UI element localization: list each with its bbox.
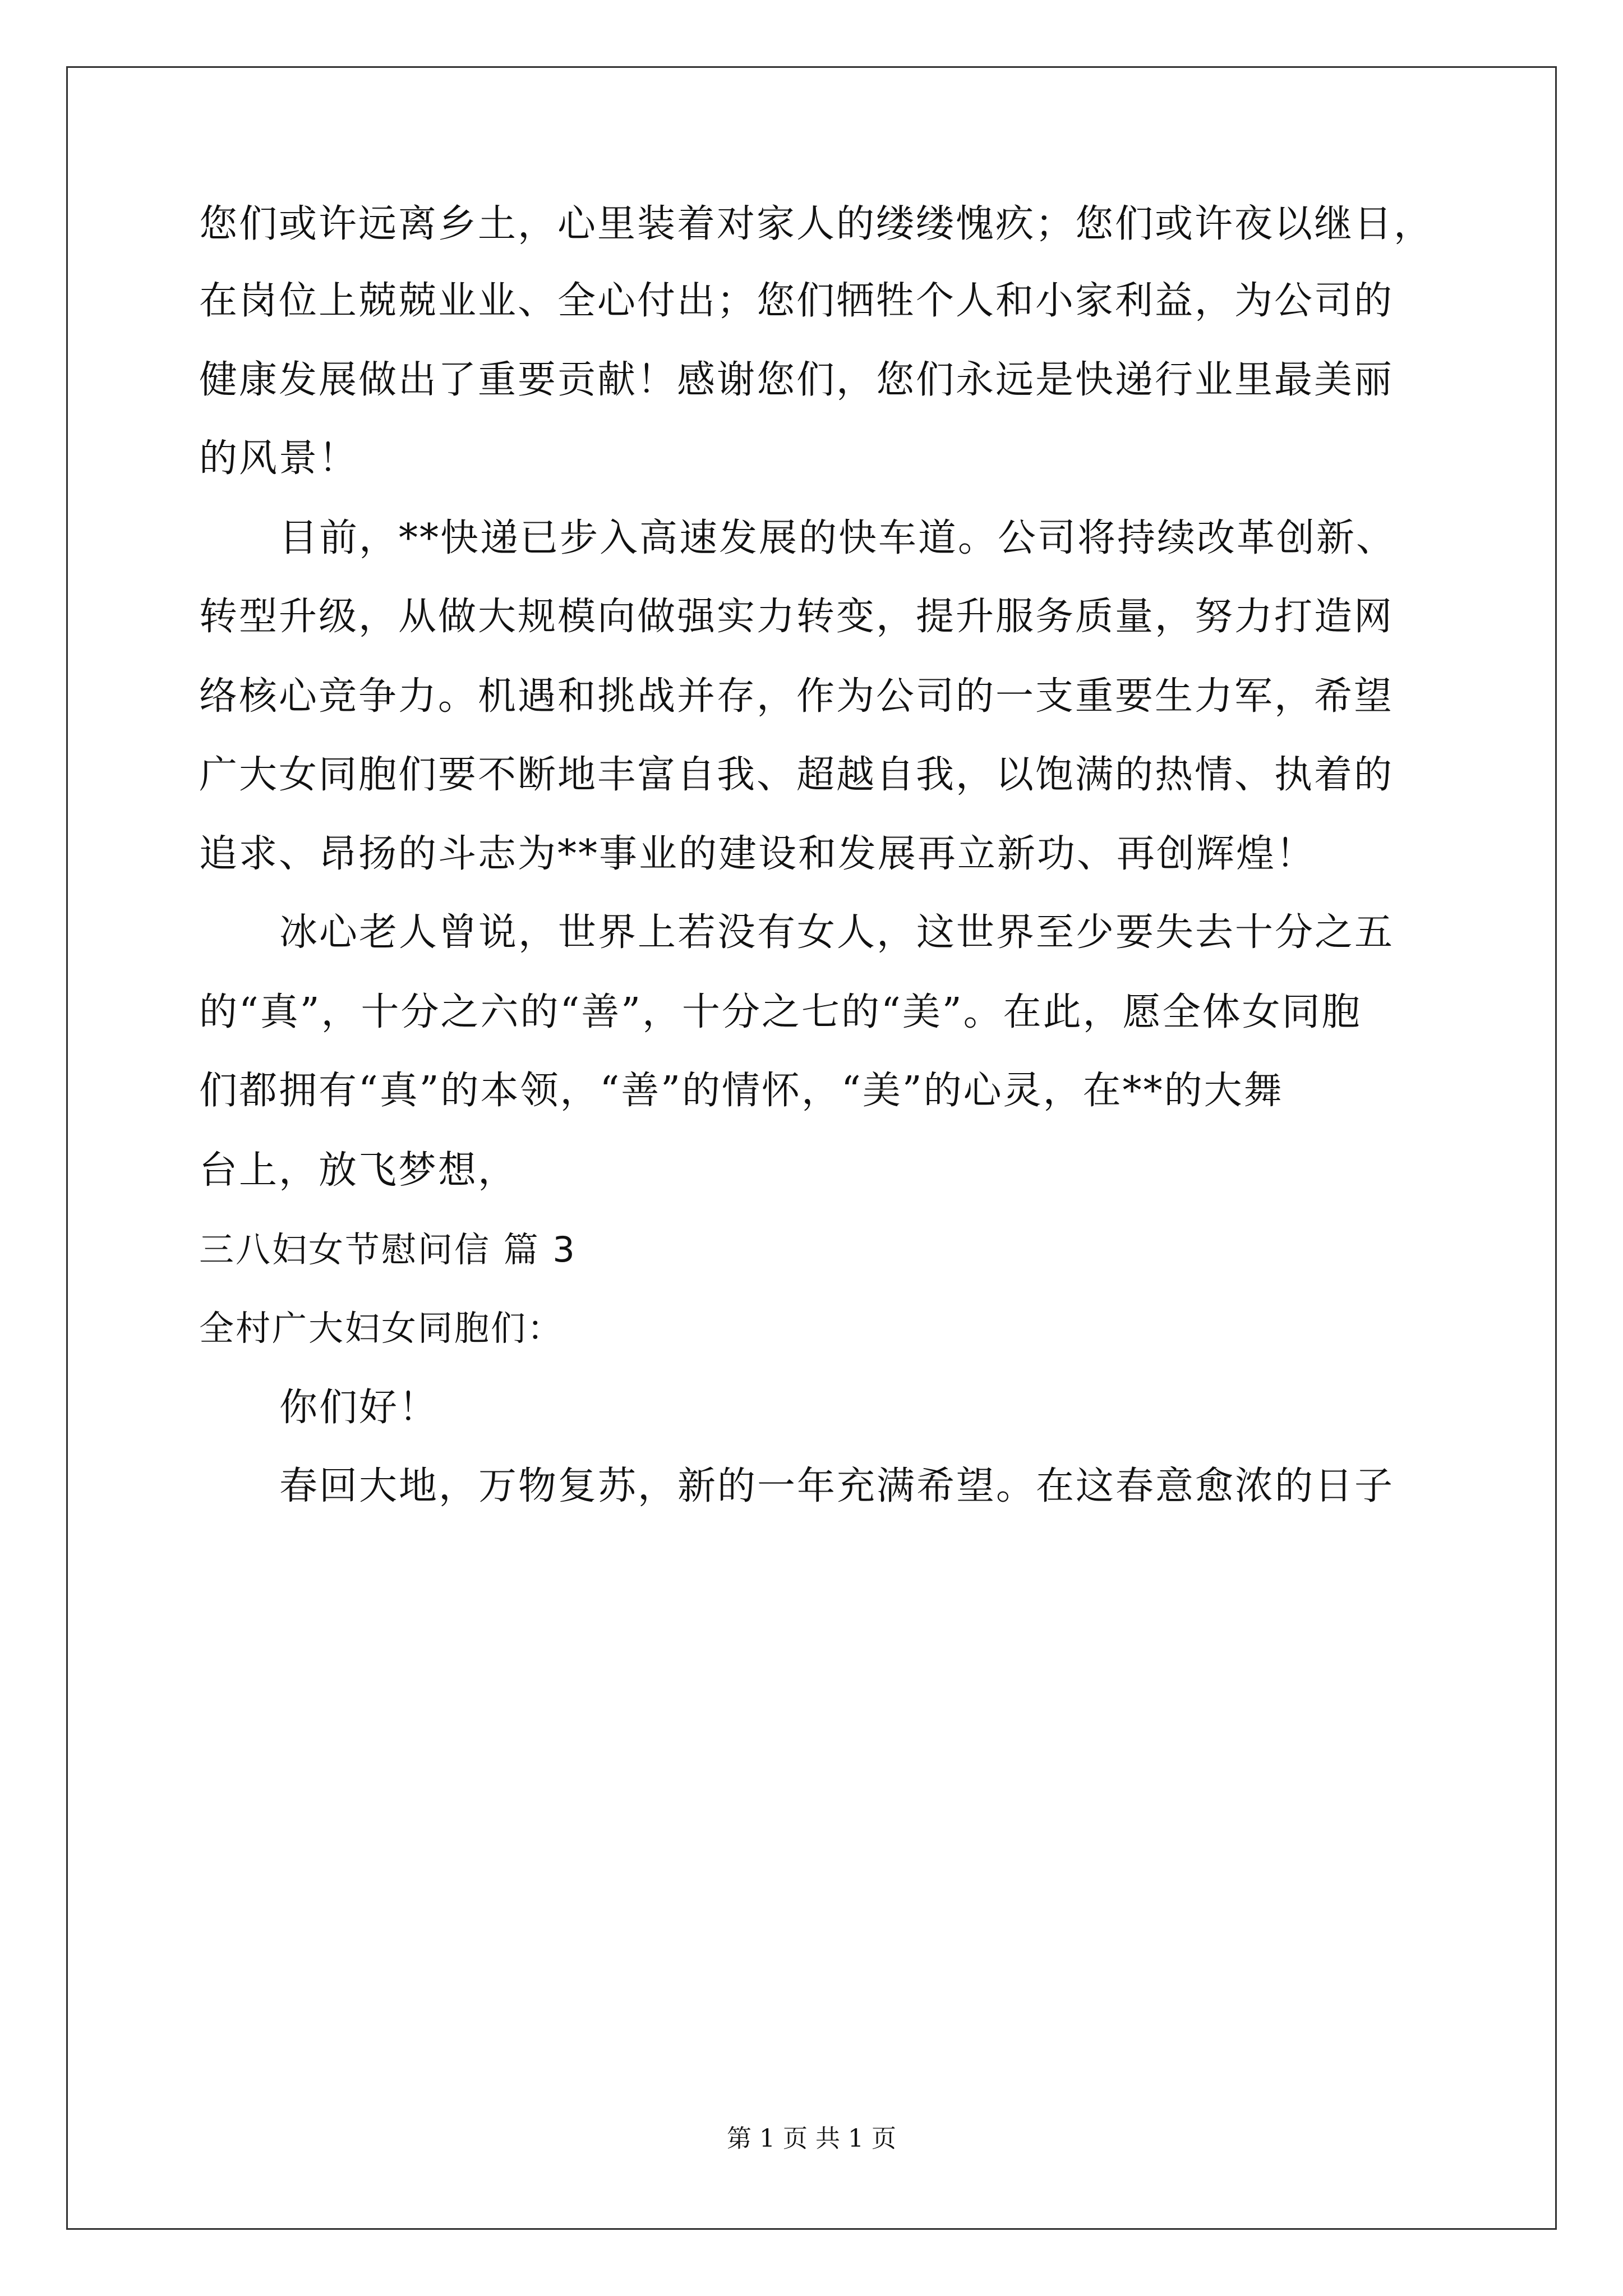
paragraph-start-line: 冰心老人曾说，世界上若没有女人，这世界至少要失去十分之五 (279, 910, 1395, 955)
text-line: 健康发展做出了重要贡献！感谢您们，您们永远是快递行业里最美丽 (199, 358, 1394, 402)
text-line: 的风景！ (199, 436, 359, 481)
section-heading: 三八妇女节慰问信 篇 3 (199, 1229, 577, 1270)
text-line: 在岗位上兢兢业业、全心付出；您们牺牲个人和小家利益，为公司的 (199, 279, 1394, 323)
paragraph-start-line: 春回大地，万物复苏，新的一年充满希望。在这春意愈浓的日子 (279, 1464, 1395, 1508)
text-line: 转型升级，从做大规模向做强实力转变，提升服务质量，努力打造网 (199, 595, 1394, 639)
text-line: 台上，放飞梦想， (199, 1148, 518, 1193)
text-line: 您们或许远离乡土，心里装着对家人的缕缕愧疚；您们或许夜以继日， (199, 202, 1434, 246)
text-line: 追求、昂扬的斗志为**事业的建设和发展再立新功、再创辉煌！ (199, 832, 1316, 876)
paragraph-start-line: 目前，**快递已步入高速发展的快车道。公司将持续改革创新、 (279, 516, 1396, 560)
text-line: 络核心竞争力。机遇和挑战并存，作为公司的一支重要生力军，希望 (199, 674, 1394, 719)
salutation: 全村广大妇女同胞们： (199, 1308, 564, 1349)
text-line: 们都拥有“真”的本领，“善”的情怀，“美”的心灵，在**的大舞 (199, 1069, 1284, 1113)
page-footer: 第 1 页 共 1 页 (727, 2124, 896, 2153)
greeting: 你们好！ (279, 1386, 439, 1430)
text-line: 的“真”，十分之六的“善”，十分之七的“美”。在此，愿全体女同胞 (199, 990, 1362, 1034)
text-line: 广大女同胞们要不断地丰富自我、超越自我，以饱满的热情、执着的 (199, 753, 1394, 797)
